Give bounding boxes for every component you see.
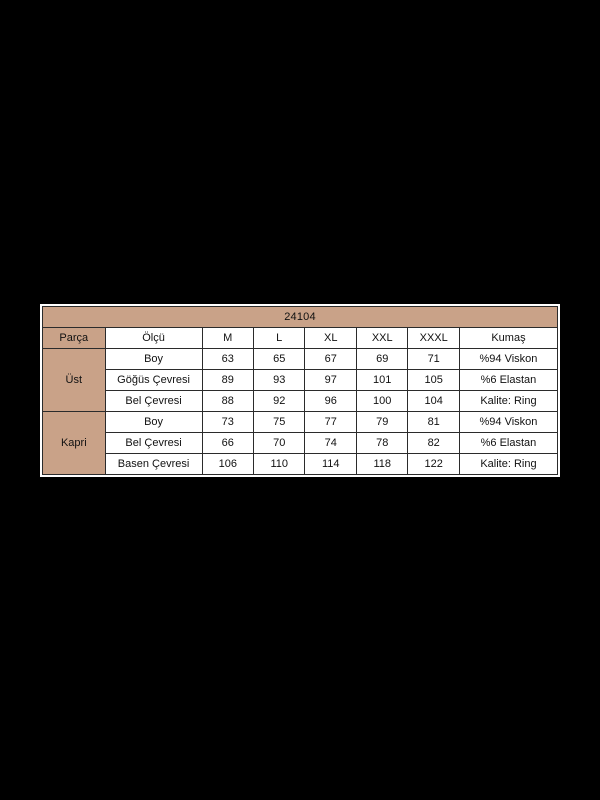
- value-m: 63: [202, 349, 253, 370]
- size-chart-table: [42, 306, 558, 475]
- value-l: 75: [254, 412, 305, 433]
- fabric-info: Kalite: Ring: [459, 391, 557, 412]
- group-label-ust: Üst: [43, 349, 106, 412]
- value-xl: 67: [305, 349, 356, 370]
- column-header-olcu: Ölçü: [105, 328, 202, 349]
- value-xxl: 101: [356, 370, 407, 391]
- value-m: 88: [202, 391, 253, 412]
- value-l: 92: [254, 391, 305, 412]
- value-xxl: 100: [356, 391, 407, 412]
- fabric-info: %6 Elastan: [459, 433, 557, 454]
- fabric-info: %94 Viskon: [459, 412, 557, 433]
- measure-label: Bel Çevresi: [105, 433, 202, 454]
- value-m: 73: [202, 412, 253, 433]
- value-xxxl: 81: [408, 412, 459, 433]
- value-xl: 77: [305, 412, 356, 433]
- table-header-row: [43, 328, 558, 349]
- column-header-m: M: [202, 328, 253, 349]
- value-xl: 74: [305, 433, 356, 454]
- value-xxxl: 71: [408, 349, 459, 370]
- value-xxl: 78: [356, 433, 407, 454]
- value-m: 66: [202, 433, 253, 454]
- value-xxxl: 122: [408, 454, 459, 475]
- value-xxxl: 104: [408, 391, 459, 412]
- value-xl: 97: [305, 370, 356, 391]
- column-header-l: L: [254, 328, 305, 349]
- table-row: [43, 349, 558, 370]
- column-header-parca: Parça: [43, 328, 106, 349]
- column-header-kumas: Kumaş: [459, 328, 557, 349]
- fabric-info: %94 Viskon: [459, 349, 557, 370]
- product-code: 24104: [43, 307, 558, 328]
- value-xxxl: 105: [408, 370, 459, 391]
- measure-label: Göğüs Çevresi: [105, 370, 202, 391]
- value-m: 106: [202, 454, 253, 475]
- table-row: [43, 370, 558, 391]
- table-row: [43, 412, 558, 433]
- value-xl: 114: [305, 454, 356, 475]
- group-label-kapri: Kapri: [43, 412, 106, 475]
- value-xxl: 79: [356, 412, 407, 433]
- fabric-info: %6 Elastan: [459, 370, 557, 391]
- value-l: 65: [254, 349, 305, 370]
- table-row: [43, 391, 558, 412]
- value-l: 70: [254, 433, 305, 454]
- value-xxxl: 82: [408, 433, 459, 454]
- measure-label: Basen Çevresi: [105, 454, 202, 475]
- measure-label: Boy: [105, 349, 202, 370]
- column-header-xl: XL: [305, 328, 356, 349]
- measure-label: Boy: [105, 412, 202, 433]
- measure-label: Bel Çevresi: [105, 391, 202, 412]
- fabric-info: Kalite: Ring: [459, 454, 557, 475]
- value-l: 110: [254, 454, 305, 475]
- table-row: [43, 433, 558, 454]
- value-xl: 96: [305, 391, 356, 412]
- value-xxl: 118: [356, 454, 407, 475]
- column-header-xxxl: XXXL: [408, 328, 459, 349]
- value-m: 89: [202, 370, 253, 391]
- column-header-xxl: XXL: [356, 328, 407, 349]
- table-title-row: [43, 307, 558, 328]
- value-l: 93: [254, 370, 305, 391]
- table-row: [43, 454, 558, 475]
- size-chart-container: [40, 304, 560, 477]
- value-xxl: 69: [356, 349, 407, 370]
